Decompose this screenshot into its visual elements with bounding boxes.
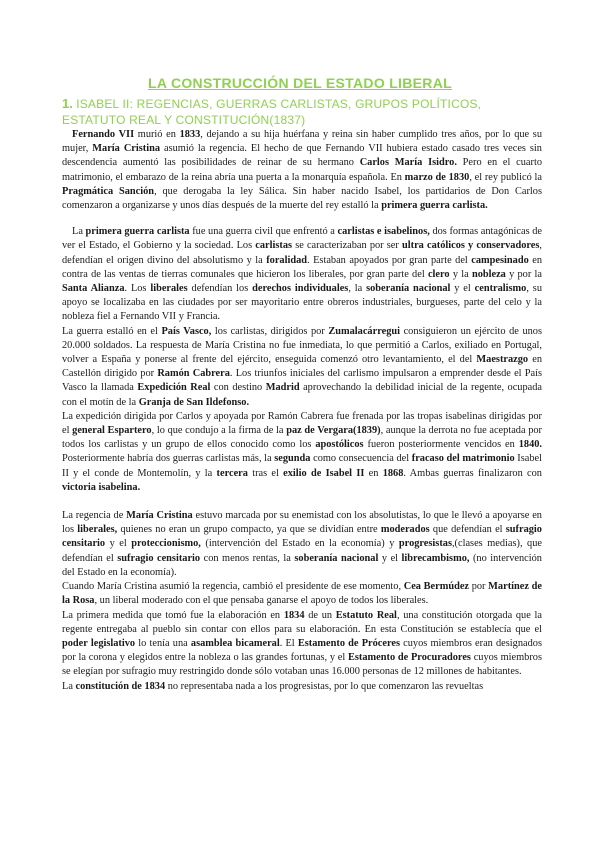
text-run: aprovechando la debilidad inicial de la regente, ocupada con el motín de la [62, 382, 543, 408]
bold-run: marzo de 1830 [404, 171, 470, 183]
text-run: lo tenía una [135, 637, 191, 649]
bold-run: moderados [380, 524, 430, 536]
text-run: en contra de las ventas de tierras comunales que hicieron los liberales, por gran parte del [62, 254, 542, 280]
bold-run: primera guerra carlista [85, 226, 190, 238]
bold-run: Cea Bermúdez [403, 581, 470, 593]
bold-run: centralismo [474, 283, 527, 295]
bold-run: Fernando VII [72, 129, 135, 140]
bold-run: 1833 [179, 129, 201, 140]
bold-run: fracaso del matrimonio [411, 453, 515, 465]
bold-run: Estamento de Procuradores [348, 652, 471, 664]
bold-run: primera guerra carlista. [381, 200, 488, 212]
document-title: LA CONSTRUCCIÓN DEL ESTADO LIBERAL [148, 75, 452, 91]
text-run: Isabel II y el conde de Montemolín, y la [62, 453, 542, 479]
text-run: , la [348, 283, 367, 295]
bold-run: poder legislativo [62, 637, 136, 649]
bold-run: soberanía nacional [366, 283, 451, 295]
bold-run: victoria isabelina. [62, 481, 141, 493]
text-run: , su apoyo se localizaba en las ciudades por ser mayoritario entre obreros industriales, burgueses, parte del celo y la nobleza fiel a Fernando VII y Francia. [62, 283, 542, 323]
text-run: defendían los [187, 283, 253, 295]
bold-run: 1840. [518, 439, 542, 451]
bold-run: Estamento de Próceres [297, 637, 400, 649]
bold-run: clero [427, 268, 450, 280]
text-run: , que derogaba la ley Sálica. Sin haber nacido Isabel, los partidarios de Don Carlos comenzaron a organizarse y unos días después de la muerte del rey estalló la [62, 185, 542, 212]
bold-run: soberanía nacional [294, 552, 379, 564]
bold-run: tercera [216, 467, 248, 479]
paragraph [62, 225, 542, 324]
bold-run: Santa Alianza [62, 283, 125, 295]
bold-run: progresistas [398, 538, 452, 550]
text-run: los carlistas, dirigidos por [211, 325, 329, 337]
bold-run: Ramón Cabrera [157, 368, 230, 380]
text-run: fueron posteriormente vencidos en [363, 439, 519, 451]
text-run: con destino [210, 382, 266, 394]
text-run: consiguieron un ejército de unos 20.000 soldados. La respuesta de María Cristina no fue inmediata, lo que permitió a Carlos, exiliado en Portugal, volver a España y ponerse al frente del ejército, enseguida comenzó otro levantamiento, el del [62, 325, 542, 366]
bold-run: Martínez de la Rosa [62, 581, 542, 607]
text-run: cuyos miembros eran designados por la corona y elegidos entre la nobleza o las grandes fortunas, y el [62, 637, 542, 664]
paragraph [62, 580, 542, 608]
bold-run: Expedición Real [137, 382, 211, 394]
bold-run: asamblea bicameral [190, 637, 280, 649]
bold-run: 1834 [283, 609, 305, 621]
bold-run: María Cristina [92, 143, 161, 155]
bold-run: campesinado [471, 254, 529, 266]
text-run: y la [449, 268, 472, 280]
text-run: . Estaban apoyados por gran parte del [307, 254, 472, 266]
bold-run: derechos individuales [252, 283, 349, 295]
text-run: de un [304, 609, 336, 621]
paragraph [62, 680, 542, 694]
bold-run: librecambismo, [401, 552, 470, 564]
bold-run: liberales, [77, 524, 118, 536]
bold-run: Granja de San Ildefonso. [138, 396, 250, 408]
text-run: , lo que condujo a la firma de la [151, 425, 287, 437]
text-run: que defendían el [429, 524, 506, 536]
bold-run: Madrid [265, 382, 300, 394]
text-run: murió en [134, 129, 180, 140]
section-title: ISABEL II: REGENCIAS, GUERRAS CARLISTAS, GRUPOS POLÍTICOS, ESTATUTO REAL Y CONSTITUCIÓN(1837) [62, 97, 482, 127]
bold-run: carlistas [255, 240, 293, 252]
text-run: en Castellón dirigido por [62, 354, 542, 380]
bold-run: Maestrazgo [476, 354, 529, 366]
text-run: Posteriormente habría dos guerras carlistas más, la [62, 453, 275, 465]
document-body [62, 128, 542, 694]
bold-run: nobleza [471, 268, 506, 280]
text-run: . Ambas guerras finalizaron con [403, 467, 542, 479]
text-run: ,(clases medias), que defendían el [62, 538, 542, 564]
text-run: La [72, 226, 86, 238]
paragraph [62, 128, 542, 213]
bold-run: carlistas e isabelinos, [337, 226, 430, 238]
text-run: La primera medida que tomó fue la elaboración en [62, 609, 284, 621]
paragraph [62, 509, 542, 580]
text-run: en [364, 467, 383, 479]
text-run: por [469, 581, 489, 593]
bold-run: apostólicos [315, 439, 364, 451]
bold-run: constitución de 1834 [75, 680, 166, 692]
bold-run: general Espartero [72, 425, 152, 437]
text-run: , aunque la derrota no fue aceptada por todos los carlistas y un grupo de ellos conocido como los [62, 425, 543, 451]
text-run: Cuando María Cristina asumió la regencia, cambió el presidente de ese momento, [62, 581, 404, 593]
text-run: (no intervención del Estado en la economía). [62, 552, 542, 578]
text-run: , el rey publicó la [469, 171, 542, 183]
bold-run: sufragio censitario [62, 524, 542, 550]
text-run: como consecuencia del [310, 453, 412, 465]
paragraph [62, 410, 542, 495]
text-run: La [62, 680, 76, 692]
section-heading [62, 96, 542, 128]
text-run: , defendían el origen divino del absolutismo y la [62, 240, 542, 266]
bold-run: paz de Vergara(1839) [286, 425, 381, 437]
paragraph [62, 609, 542, 680]
text-run: La guerra estalló en el [62, 325, 162, 337]
bold-run: foralidad [266, 254, 308, 266]
text-run: con menos rentas, la [200, 552, 295, 564]
bold-run: Zumalacárregui [328, 325, 400, 337]
text-run: tras el [247, 467, 284, 479]
text-run: fue una guerra civil que enfrentó a [189, 226, 338, 238]
section-number: 1. [62, 96, 73, 111]
text-run: no representaba nada a los progresistas, por lo que comenzaron las revueltas [165, 680, 484, 692]
text-run: La regencia de [62, 510, 127, 522]
bold-run: Carlos María Isidro. [359, 157, 457, 169]
text-run: , dejando a su hija huérfana y reina sin haber cumplido tres años, por lo que su mujer, [62, 129, 542, 155]
text-run: se caracterizaban por ser [292, 240, 402, 252]
bold-run: segunda [274, 453, 311, 465]
text-run: y por la [505, 268, 542, 280]
text-run: dos formas antagónicas de ver el Estado, el Gobierno y la sociedad. Los [62, 226, 542, 252]
text-run: y el [450, 283, 475, 295]
bold-run: exilio de Isabel II [283, 467, 365, 479]
text-run: cuyos miembros se elegían por sufragio muy restringido donde sólo votaban unas 16.000 personas de 12 millones de habitantes. [62, 652, 542, 678]
paragraph [62, 325, 542, 410]
text-run: estuvo marcada por su enemistad con los absolutistas, lo que le llevó a apoyarse en los [62, 510, 542, 536]
bold-run: País Vasco, [161, 325, 212, 337]
text-run: (intervención del Estado en la economía) y [200, 538, 399, 550]
bold-run: Pragmática Sanción [62, 185, 155, 197]
bold-run: 1868 [382, 467, 404, 479]
bold-run: liberales [150, 283, 188, 295]
text-run: . Los [124, 283, 151, 295]
bold-run: proteccionismo, [131, 538, 201, 550]
text-run: Pero en el cuarto matrimonio, el embarazo de la reina abría una puerta a la monarquía española. En [62, 157, 542, 183]
text-run: . Los triunfos iniciales del carlismo impulsaron a emprender desde el País Vasco la llamada [62, 368, 543, 394]
text-run: . El [279, 637, 298, 649]
text-run: La expedición dirigida por Carlos y apoyada por Ramón Cabrera fue frenada por las tropas isabelinas dirigidas por el [62, 410, 542, 437]
bold-run: Estatuto Real [335, 609, 397, 621]
bold-run: María Cristina [126, 510, 193, 522]
text-run: , una constitución otorgada que la regente entregaba al pueblo sin contar con ellos para su elaboración. En esta Constitución se establecía que el [62, 609, 542, 635]
text-run: y el [105, 538, 132, 550]
text-run: quienes no eran un grupo compacto, ya que se dividían entre [117, 524, 381, 536]
bold-run: ultra católicos y conservadores [402, 240, 540, 252]
text-run: , un liberal moderado con el que pensaba ganarse el apoyo de todos los liberales. [94, 595, 429, 607]
text-run: y el [378, 552, 402, 564]
bold-run: sufragio censitario [117, 552, 201, 564]
text-run: asumió la regencia. El hecho de que Fernando VII hubiera estado casado tres veces sin descendencia aumentó las posibilidades de reinar de su hermano [62, 143, 542, 169]
